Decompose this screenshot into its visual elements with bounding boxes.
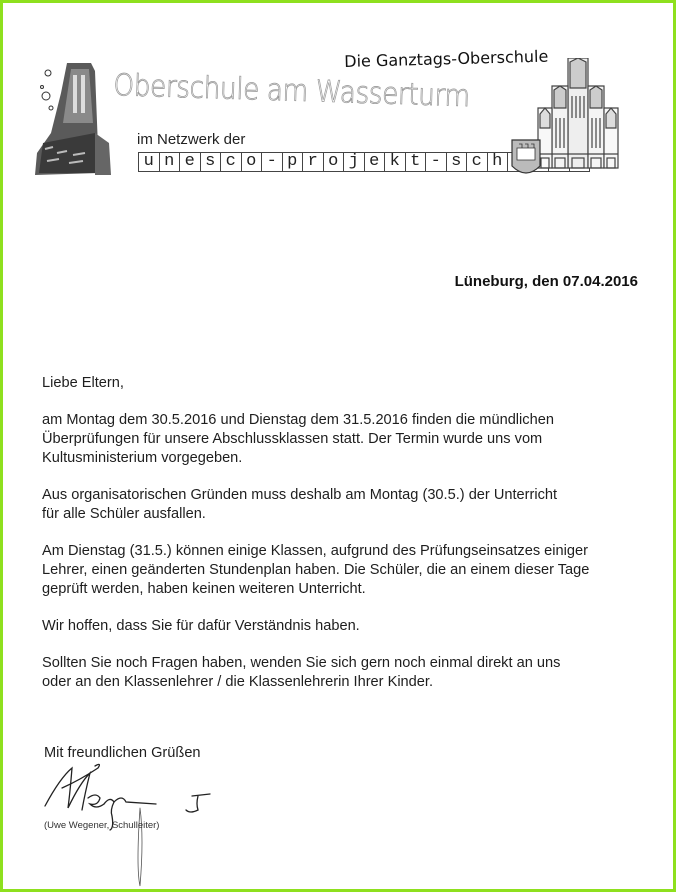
unesco-char: -: [261, 152, 283, 172]
unesco-char: c: [466, 152, 488, 172]
paragraph-line: Sollten Sie noch Fragen haben, wenden Sie sich gern noch einmal direkt an uns: [42, 655, 561, 671]
unesco-char: n: [159, 152, 181, 172]
letter-body: [42, 374, 662, 692]
paragraph-line: für alle Schüler ausfallen.: [42, 506, 206, 522]
network-label: im Netzwerk der: [137, 131, 246, 148]
school-tagline: Die Ganztags-Oberschule: [344, 46, 549, 71]
unesco-char: e: [364, 152, 386, 172]
signer-name: (Uwe Wegener, Schulleiter): [44, 820, 160, 831]
handwritten-signature-icon: [40, 748, 240, 888]
unesco-char: t: [405, 152, 427, 172]
salutation: Liebe Eltern,: [42, 375, 124, 391]
paragraph-line: Überprüfungen für unsere Abschlussklassen statt. Der Termin wurde uns vom: [42, 431, 543, 447]
paragraph-line: Wir hoffen, dass Sie für dafür Verständnis haben.: [42, 618, 360, 634]
unesco-char: c: [220, 152, 242, 172]
water-tower-logo-icon: [33, 63, 115, 178]
unesco-char: u: [138, 152, 160, 172]
unesco-char: o: [241, 152, 263, 172]
unesco-char: -: [425, 152, 447, 172]
unesco-char: h: [487, 152, 509, 172]
unesco-char: p: [282, 152, 304, 172]
paragraph-line: am Montag dem 30.5.2016 und Dienstag dem 31.5.2016 finden die mündlichen: [42, 412, 554, 428]
unesco-char: k: [384, 152, 406, 172]
paragraph-line: Aus organisatorischen Gründen muss deshalb am Montag (30.5.) der Unterricht: [42, 487, 558, 503]
paragraph-line: Am Dienstag (31.5.) können einige Klassen, aufgrund des Prüfungseinsatzes einiger: [42, 543, 588, 559]
school-name-title: Oberschule am Wasserturm: [112, 68, 471, 115]
paragraph-line: Kultusministerium vorgegeben.: [42, 450, 243, 466]
date-line: Lüneburg, den 07.04.2016: [454, 273, 638, 290]
town-hall-logo-icon: [510, 58, 650, 180]
paragraph-line: Lehrer, einen geänderten Stundenplan haben. Die Schüler, die an einem dieser Tage: [42, 562, 590, 578]
paragraph-line: geprüft werden, haben keinen weiteren Unterricht.: [42, 581, 366, 597]
unesco-char: s: [446, 152, 468, 172]
unesco-char: s: [200, 152, 222, 172]
unesco-char: e: [179, 152, 201, 172]
unesco-char: r: [302, 152, 324, 172]
unesco-char: o: [323, 152, 345, 172]
unesco-char: j: [343, 152, 365, 172]
closing: Mit freundlichen Grüßen: [44, 745, 201, 761]
paragraph-line: oder an den Klassenlehrer / die Klassenlehrerin Ihrer Kinder.: [42, 674, 434, 690]
